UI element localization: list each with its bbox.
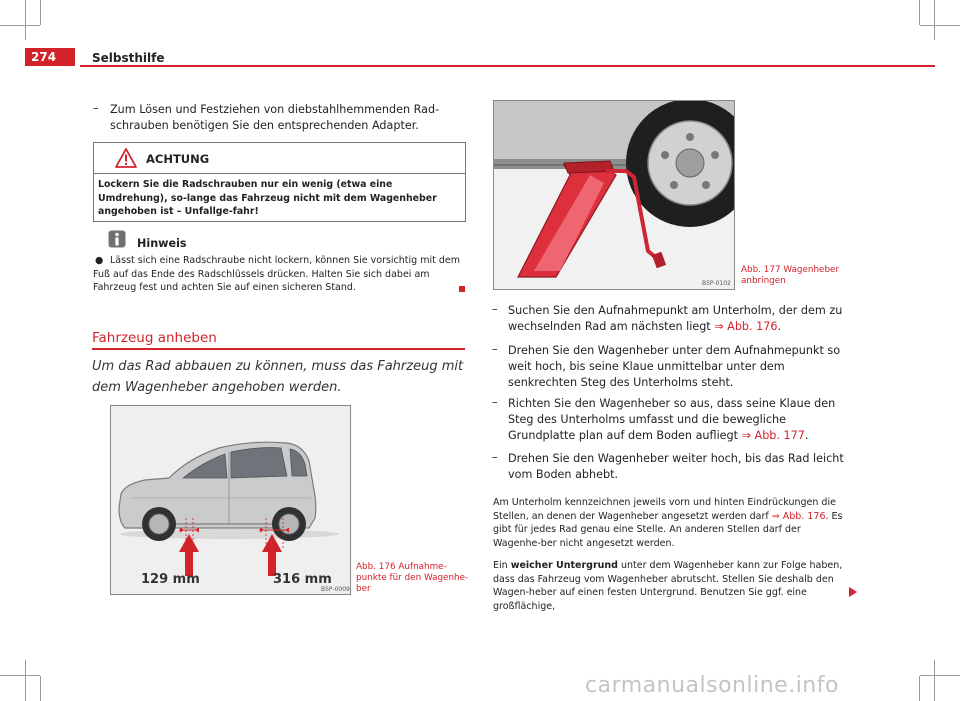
paragraph-text: Ein <box>493 560 508 571</box>
crop-mark <box>40 676 41 701</box>
crop-mark <box>919 0 920 25</box>
continue-arrow-icon <box>849 587 857 597</box>
figure-176-caption <box>356 562 471 595</box>
warning-box <box>93 142 466 222</box>
note-title: Hinweis <box>137 237 187 250</box>
paragraph-2 <box>493 559 848 613</box>
paragraph-text: unter dem Wagenheber kann zur Folge haben, dass das Fahrzeug vom Wagenheber abrutscht. Stellen Sie deshalb den Wagen-heber auf einen festen Untergrund. Benutzen Sie ggf. eine großflächige, <box>493 560 843 612</box>
note-text: Lässt sich eine Radschraube nicht lockern, können Sie vorsichtig mit dem Fuß auf das Ende des Radschlüssels drücken. Halten Sie sich dabei am Fahrzeug fest und achten Sie auf einen sicheren Stand. <box>93 255 460 293</box>
end-mark <box>459 286 465 292</box>
figure-reference-link[interactable]: ⇒ Abb. 176 <box>771 510 826 522</box>
crop-mark <box>920 25 960 26</box>
crop-mark <box>40 0 41 25</box>
jack-illustration <box>494 101 734 289</box>
paragraph-text: . Es gibt für jedes Rad genau eine Stelle. An anderen Stellen darf der Wagenhe-ber nicht angesetzt werden. <box>493 510 843 549</box>
step-3 <box>508 396 853 444</box>
crop-mark <box>920 675 960 676</box>
caption-number: Abb. 176 <box>356 562 396 572</box>
info-icon <box>108 230 126 248</box>
step-end: . <box>804 429 809 442</box>
crop-mark <box>25 0 26 40</box>
step-end: . <box>777 320 782 333</box>
header-rule <box>80 65 935 67</box>
list-dash: – <box>492 303 498 316</box>
warning-title: ACHTUNG <box>146 152 210 166</box>
step-2: Drehen Sie den Wagenheber unter dem Aufnahmepunkt so weit hoch, bis seine Klaue unmittelbar unter dem senkrechten Steg des Unterholms steht. <box>508 344 841 389</box>
list-dash: – <box>492 343 498 356</box>
step-text: Richten Sie den Wagenheber so aus, dass seine Klaue den Steg des Unterholms umfasst und die bewegliche Grundplatte plan auf dem Boden aufliegt <box>508 397 836 442</box>
rear-distance-label: 316 mm <box>273 572 332 587</box>
watermark: carmanualsonline.info <box>585 673 839 698</box>
crop-mark <box>934 660 935 701</box>
figure-177-caption <box>741 265 851 287</box>
section-intro: Um das Rad abbauen zu können, muss das Fahrzeug mit dem Wagenheber angehoben werden. <box>92 359 464 395</box>
crop-mark <box>0 25 40 26</box>
section-title: Fahrzeug anheben <box>92 330 217 346</box>
figure-code: B5P-0009 <box>321 586 350 593</box>
car-side-illustration <box>111 406 350 594</box>
list-dash: – <box>93 102 99 115</box>
warning-header <box>94 143 465 174</box>
running-head: Selbsthilfe <box>92 51 165 65</box>
paragraph-1 <box>493 496 848 550</box>
paragraph-text: Am Unterholm kennzeichnen jeweils vorn und hinten Eindrückungen die Stellen, an denen der Wagenheber angesetzt werden darf <box>493 497 836 522</box>
paragraph-bold: weicher Untergrund <box>510 560 618 571</box>
figure-code: B5P-0102 <box>702 280 731 287</box>
crop-mark <box>934 0 935 40</box>
warning-triangle-icon <box>115 148 137 168</box>
figure-reference-link[interactable]: ⇒ Abb. 177 <box>741 429 805 442</box>
crop-mark <box>0 675 40 676</box>
crop-mark <box>25 660 26 701</box>
caption-text: Wagenheber anbringen <box>741 265 840 286</box>
warning-text: Lockern Sie die Radschrauben nur ein wenig (etwa eine Umdrehung), so-lange das Fahrzeug nicht mit dem Wagenheber angehoben ist – Unfallge-fahr! <box>98 179 437 217</box>
note-bullet: ● <box>95 255 104 266</box>
figure-176 <box>110 405 351 595</box>
crop-mark <box>919 676 920 701</box>
step-1 <box>508 303 848 335</box>
bullet-adapter: Zum Lösen und Festziehen von diebstahlhemmenden Rad-schrauben benötigen Sie den entsprechenden Adapter. <box>110 103 440 132</box>
step-text: Suchen Sie den Aufnahmepunkt am Unterholm, der dem zu wechselnden Rad am nächsten liegt <box>508 304 843 333</box>
step-4: Drehen Sie den Wagenheber weiter hoch, bis das Rad leicht vom Boden abhebt. <box>508 452 844 481</box>
section-rule <box>92 348 465 350</box>
page-number: 274 <box>31 50 57 64</box>
caption-text: Aufnahme-punkte für den Wagenhe-ber <box>356 562 469 594</box>
list-dash: – <box>492 396 498 409</box>
figure-177 <box>493 100 735 290</box>
figure-reference-link[interactable]: ⇒ Abb. 176 <box>714 320 778 333</box>
list-dash: – <box>492 451 498 464</box>
caption-number: Abb. 177 <box>741 265 781 275</box>
front-distance-label: 129 mm <box>141 572 200 587</box>
